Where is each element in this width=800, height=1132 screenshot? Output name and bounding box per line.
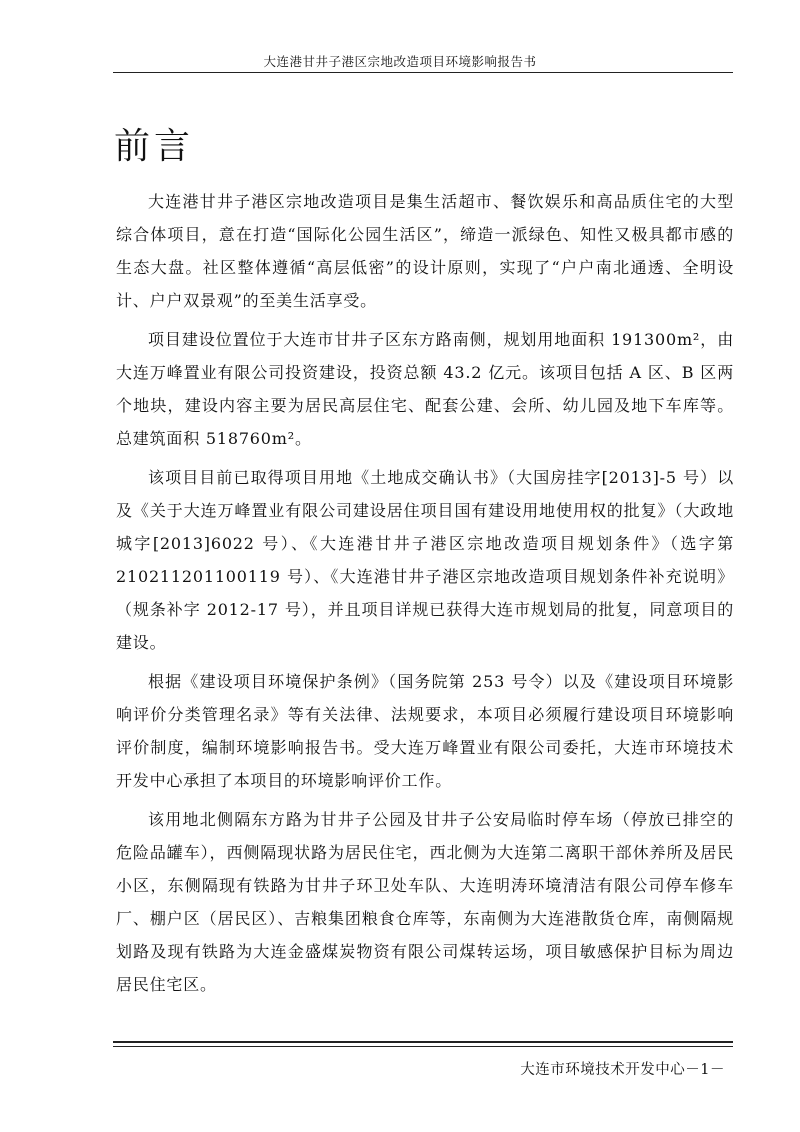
running-header: 大连港甘井子港区宗地改造项目环境影响报告书 — [263, 54, 537, 69]
paragraph-2: 项目建设位置位于大连市甘井子区东方路南侧，规划用地面积 191300m²，由大连万峰置业有限公司投资建设，投资总额 43.2 亿元。该项目包括 A 区、B 区两个地块，建设内容主要为居民高层住宅、配套公建、会所、幼儿园及地下车库等。总建筑面积 518760m²。 — [116, 330, 734, 448]
paragraph-4: 根据《建设项目环境保护条例》（国务院第 253 号令）以及《建设项目环境影响评价分类管理名录》等有关法律、法规要求，本项目必须履行建设项目环境影响评价制度，编制环境影响报告书。受大连万峰置业有限公司委托，大连市环境技术开发中心承担了本项目的环境影响评价工作。 — [116, 672, 734, 790]
paragraph-1: 大连港甘井子港区宗地改造项目是集生活超市、餐饮娱乐和高品质住宅的大型综合体项目，意在打造“国际化公园生活区”，缔造一派绿色、知性又极具都市感的生态大盘。社区整体遵循“高层低密”的设计原则，实现了“户户南北通透、全明设计、户户双景观”的至美生活享受。 — [116, 192, 734, 310]
header-rule — [113, 72, 733, 73]
footer-rule-thick — [113, 1041, 733, 1043]
page-footer: 大连市环境技术开发中心－1－ — [520, 1062, 725, 1078]
section-title: 前言 — [114, 126, 195, 167]
body-text — [116, 185, 734, 1007]
footer-rule-thin — [113, 1046, 733, 1047]
paragraph-5: 该用地北侧隔东方路为甘井子公园及甘井子公安局临时停车场（停放已排空的危险品罐车），西侧隔现状路为居民住宅，西北侧为大连第二离职干部休养所及居民小区，东侧隔现有铁路为甘井子环卫处车队、大连明涛环境清洁有限公司停车修车厂、棚户区（居民区）、吉粮集团粮食仓库等，东南侧为大连港散货仓库，南侧隔规划路及现有铁路为大连金盛煤炭物资有限公司煤转运场，项目敏感保护目标为周边居民住宅区。 — [116, 810, 734, 994]
paragraph-3: 该项目目前已取得项目用地《土地成交确认书》（大国房挂字[2013]-5 号）以及《关于大连万峰置业有限公司建设居住项目国有建设用地使用权的批复》（大政地城字[2013]6022 号）、《大连港甘井子港区宗地改造项目规划条件》（选字第 210211201100119 号）、《大连港甘井子港区宗地改造项目规划条件补充说明》（规条补字 2012-17 号），并且项目详规已获得大连市规划局的批复，同意项目的建设。 — [116, 468, 734, 652]
